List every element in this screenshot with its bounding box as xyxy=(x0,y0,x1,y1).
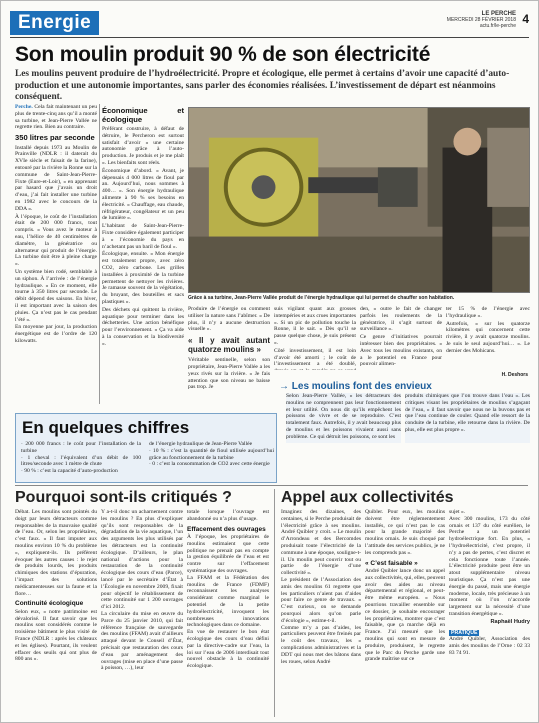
dateline: Perche. xyxy=(15,104,33,110)
article-column-2 xyxy=(102,104,184,404)
section-tag: Energie xyxy=(10,11,99,35)
issue-date: MERCREDI 28 FÉVRIER 2018 xyxy=(446,17,516,23)
collectivites-paragraph: sujet ». Avec 300 moulins, 173 du côté ornais et 137 du côté eurélien, le Perche a un potentiel hydroélectrique fort. En plus, « l’hydroélectricité, c’est propre, il n’y a pas de pertes, c’est discret et cela fonctionne toute l’année. L’électricité produite peut être un atout supplémentaire niveau touristique. Ça n’est pas une énergie du passé, mais une énergie moderne, locale, très précieuse à un moment où l’on n’accorde largement sur la nécessité d’une transition énergétique ». xyxy=(449,509,530,617)
article-headline: Son moulin produit 90 % de son électricité xyxy=(15,43,431,66)
figures-column-1: · 200 000 francs : le coût pour l’installation de la turbine · 1 cheval : l’équivalent d’un débit de 100 litres/seconde avec 1 mètre de chute · 90 % : c’est la capacité d’auto-production xyxy=(21,441,141,475)
masthead xyxy=(447,11,516,29)
sidebar-column-1: Selon Jean-Pierre Vallée, « les détracteurs des moulins ne comprennent pas leur fonctionnement et leur utilité. On nous dit qu’ils empêchent les poissons de vivre et de se reproduire. C’est totalement faux. Autrefois, il y avait beaucoup plus de moulins et les poissons vivaient aussi sans problème. Ce qui détruit les poissons, ce sont les xyxy=(286,393,401,443)
article-column-6 xyxy=(446,306,530,370)
col1-paragraph: En moyenne par jour, la production énergétique est de l’ordre de 120 kilowatts. xyxy=(15,324,97,344)
critiques-title: Pourquoi sont-ils critiqués ? xyxy=(15,489,232,506)
col2-paragraph: Préférant construire, à défaut de détruire, le Percheron est surtout satisfait d’avoir « une certaine autonomie grâce à l’auto-production. Je produis et je me plaît ». Les bienfaits sont réels. xyxy=(102,126,184,166)
article-column-3 xyxy=(188,306,270,404)
col6-paragraph: ter 15 % de l’énergie avec l’hydraulique ». xyxy=(446,306,530,319)
turbine-photo xyxy=(188,107,530,293)
pull-quote: « Il y avait autant quatorze moulins » xyxy=(188,336,270,355)
section-rule xyxy=(15,485,528,486)
column-divider xyxy=(99,104,100,404)
critiques-column-1 xyxy=(15,509,97,719)
sidebar-title-text: Les moulins font des envieux xyxy=(291,381,432,392)
collectivites-paragraph: Quibler. Pour eux, les moulins doivent être réglementement installés, ce qui n’est pas le cas pour la grande majorité des moulins ornais. Je suis choqué par l’attitude des services publics, je ne les comprends pas ». xyxy=(365,509,445,556)
col2-paragraph: Écologique, ensuite. « Mon énergie est totalement propre, avec zéro CO2, zéro carbone. Les grilles installées à proximité de la turbine permettent de nettoyer les rivières. Je ramasse souvent de la végétation, du bruyant, des bouteilles et sacs plastiques ». xyxy=(102,251,184,305)
subhead-effacement: Effacement des ouvrages xyxy=(187,525,266,533)
arrow-right-icon: → xyxy=(279,381,289,392)
collectivites-column-1: Imaginez des dizaines, des centaines, si le Perche produisait de l’électricité grâce à ses moulins. André Quibler y croit. « Le moulin d’Arrondeau et des Bercomdes produisait toute l’électricité de la commune à une époque, souligne-t-il. Un moulin peut couvrir tout ou partie de l’énergie d’une collectivité ». Le président de l’Association des amis des moulins 61 regrette que les particuliers n’aient pas d’aides pour faire ce genre de travaux. « C’est curieux, on se demande pourquoi alors qu’on parle d’écologie », estime-t-il. Comme m’y a pas d’aides, les particuliers peuvent être freinés par le coût des travaux, les « complications administratives et la DDT qui nous met des bâtons dans les roues, selon André xyxy=(281,509,361,665)
pratique-badge: PRATIQUE xyxy=(451,629,478,636)
turbine-photo-illustration xyxy=(189,108,529,292)
col1-paragraph: Installé depuis 1973 au Moulin de Prainville (NDLR : il daterait du XVIe siècle et faisait de la farine), entouré par la rivière la Ronne sur la commune de Saint-Jean-Pierre-Fixte (Eure-et-Loir), « en apprenant par hasard que j’avais un droit d’eau, j’ai fait installer une turbine en 1982 avec le concours de la DDA ». xyxy=(15,144,97,212)
subhead-economique: Économique et écologique xyxy=(102,106,184,124)
subhead-faisable: « C’est faisable » xyxy=(365,559,418,567)
col6-paragraph: Autrefois, « sur les quatorze kilomètres qui concernent cette rivière, il y avait quatorze moulins. Je suis le seul aujourd’hui… ». Le dernier des Mohicans. xyxy=(446,320,530,354)
col1-paragraph: Un système bien rodé, semblable à un siphon. À l’arrivée : de l’énergie hydraulique. « En ce moment, elle tourne à 350 litres par seconde. Le débit dépend des saisons. En hiver, il est important avec la saison des pluies. Ça n’est pas le cas pendant l’été ». xyxy=(15,269,97,323)
collectivites-byline: Raphaël Hudry xyxy=(490,618,530,625)
col3-paragraph: Produire de l’énergie ou comment utiliser la nature sans l’abîmer. « De plus, il n’y a aucune destruction visuelle ». xyxy=(188,306,270,333)
article-standfirst: Les moulins peuvent produire de l’hydroélectricité. Propre et écologique, elle permet à certains d’avoir une capacité d’auto-production et une autonomie importantes, sans parler des économies réalisées. L’investissement de départ est néanmoins conséquent. xyxy=(15,69,510,102)
critiques-paragraph: totale lorsque l’ouvrage est abandonné ou n’a plus d’usage. xyxy=(187,509,269,522)
collectivites-paragraph: André Quibler lance donc un appel aux collectivités, qui, elles, peuvent avoir des aides au niveau départemental et régional, et peut-être même européen. « Nous pourrions travailler ensemble sur ce dossier, je souhaite encourager les propriétaires, montrer que c’est faisable, que ça marche déjà en France. J’ai mesuré que les moulins qui sont en mesure de produire, produisent, le regrette que le Parc du Perche garde une grande maîtrise sur ce xyxy=(365,568,445,663)
sidebar-column-2: produits chimiques que l’on trouve dans l’eau ». Les critiques visant les propriétaires de moulins s’agaçant de l’eau, « il faut savoir que nous ne la buvons pas et que l’eau continue de couler. Quand elle ressort de la conduite de la turbine, elle retourne dans la rivière. De plus, elle est plus propre ». xyxy=(405,393,530,443)
collectivites-column-3 xyxy=(449,509,530,719)
critiques-column-3 xyxy=(187,509,269,719)
col1-paragraph: À l’époque, le coût de l’installation était de 200 000 francs, tout compris. « Vous avez le moteur à eau, l’hélice de 40 centimètres de diamètre, la génératrice ou alternateur qui produit de l’énergie. La turbine doit être à pleine charge ». xyxy=(15,213,97,268)
collectivites-title: Appel aux collectivités xyxy=(281,489,454,506)
collectivites-column-2 xyxy=(365,509,445,719)
subhead-350-litres: 350 litres par seconde xyxy=(15,133,95,143)
article-column-5 xyxy=(360,306,442,370)
section-divider xyxy=(274,489,275,717)
col5-paragraph: den, « outre le fait de changer parfois les roulements de la génératrice, il s’agit surtout de surveillance ». xyxy=(360,306,442,333)
article-column-1 xyxy=(15,104,97,404)
paper-site: actu.fr/le-perche xyxy=(479,23,516,29)
pratique-text: André Quibler, Association des amis des moulins de l’Orne : 02 33 83 74 91. xyxy=(449,636,530,656)
col3-paragraph: Véritable sentinelle, selon son propriétaire, Jean-Pierre Vallée a les yeux rivés sur la rivière. « Je fais attention que son niveau ne baisse pas trop. Je xyxy=(188,357,270,391)
critiques-paragraph: Débat. Les moulins sont pointés du doigt par leurs détracteurs comme responsables de la mauvaise qualité de l’eau. Or, selon les propriétaires, c’est faux. « Il faut imputer aux moulins environ 10 % du problème », expliquent-ils. Ils préfèrent évoquer les autres causes : le rejet de produits lourds, les produits chimiques des stations d’épuration, l’impact des solutions médicamenteuses sur la faune et la flore… xyxy=(15,509,97,597)
col1-intro: Cela fait maintenant un peu plus de trente-cinq ans qu’il a monté sa turbine, et Jean-Pierre Vallée ne regrette rien. Bien au contraire. xyxy=(15,104,97,131)
col2-paragraph: Des déchets qui quittent la rivière, aquatique pour terminer dans les déchetteries. Une action bénéfique pour l’environnement. « Ça va aide à la conservation et la biodiversité ». xyxy=(102,306,184,347)
page-number: 4 xyxy=(522,12,529,26)
photo-caption: Grâce à sa turbine, Jean-Pierre Vallée produit de l’énergie hydraulique qui lui permet de chauffer son habitation. xyxy=(188,295,455,301)
col2-paragraph: Économique d’abord. « Avant, je dépensais 4 000 litres de fioul par an. Aujourd’hui, nous sommes à 400… ». Son énergie hydraulique alimente à 90 % ses besoins en électricité. « Chauffage, eau chaude, réfrigérateur, congélateur et un peu de lumière ». xyxy=(102,167,184,222)
header-rule xyxy=(10,37,529,38)
critiques-paragraph: À l’époque, les propriétaires de moulins estimaient que cette politique ne prenait pas en compte la gestion équilibrée de l’eau et est contre sur l’effacement systématique des ouvrages. La FFAM et la Fédération des moulins de France (FDMF) reconnaissent les analyses considérant comme marginal le potentiel de la petite hydroélectricité, invoquent les nombreuses innovations technologiques dans ce domaine. En vue de restaurer le bon état écologique des cours d’eau défini par la directive-cadre sur l’eau, la loi sur l’eau de 2006 interdisait tout nouvel obstacle à la continuité écologique. xyxy=(187,534,269,670)
sidebar-title xyxy=(279,381,432,392)
figures-column-2: de l’énergie hydraulique de Jean-Pierre Vallée · 10 % : c’est la quantité de fioul utilisée aujourd’hui grâce au fonctionnement de la turbine · 0 : c’est la consommation de CO2 avec cette énergie xyxy=(149,441,274,468)
col4-paragraph: suis vigilant quant aux grosses intempéries et aux crues importantes ». Si un pic de pollution touche la Ronne, il le sait. « Dès qu’il se passe quelque chose, je suis présent ». xyxy=(274,306,356,346)
subhead-continuite: Continuité écologique xyxy=(15,600,84,608)
critiques-paragraph: Selon eux, « notre patrimoine est dévalorisé. Il faut savoir que les moulins sont considérés comme le troisième bâtiment le plus visité de France (NDLR : après les châteaux et les églises). Pourtant, ils veulent effacer des seuils qui ont plus de 800 ans ». xyxy=(15,608,97,663)
paper-name: LE PERCHE xyxy=(481,11,516,17)
article-byline: H. Deshors xyxy=(501,372,528,378)
quick-figures-title: En quelques chiffres xyxy=(22,418,190,437)
col5-paragraph: Ce genre d’initiatives pourrait intéresser bien des propriétaires. « Avec tous les moulins existants, on a le potentiel en France pour pouvoir alimen- xyxy=(360,334,442,368)
col2-paragraph: L’habitant de Saint-Jean-Pierre-Fixte considère également participer à « l’économie du pays en n’achetant pas un baril de fioul ». xyxy=(102,223,184,250)
critiques-column-2: Y a-t-il donc un acharnement contre les moulins ? En plus d’expliquer qu’ils sont responsables de la dégradation de la vie aquatique, l’un des arguments les plus utilisés par les détracteurs est la continuité écologique. D’ailleurs, le plan national d’actions pour la restauration de la continuité écologique des cours d’eau (Parce), lancé par le secrétaire d’État à l’Écologie en novembre 2009, fixait pour objectif le rétablissement de cette continuité sur 1 200 ouvrages d’ici 2012. La circulaire du mise en œuvre du Parce du 25 janvier 2010, qui fait référence française de sauvegarde des moulins (FFAM) avait d’ailleurs attaqué devant le Conseil d’État, précisait que restauration des cours d’eau par aménagement des ouvrages (mise en place d’une passe à poisson, …), leur xyxy=(101,509,183,672)
col4-paragraph: Côté investissement, il est loin d’avoir été amorti ; le coût de l’investissement a été doublé, xyxy=(274,347,356,368)
article-column-4 xyxy=(274,306,356,370)
